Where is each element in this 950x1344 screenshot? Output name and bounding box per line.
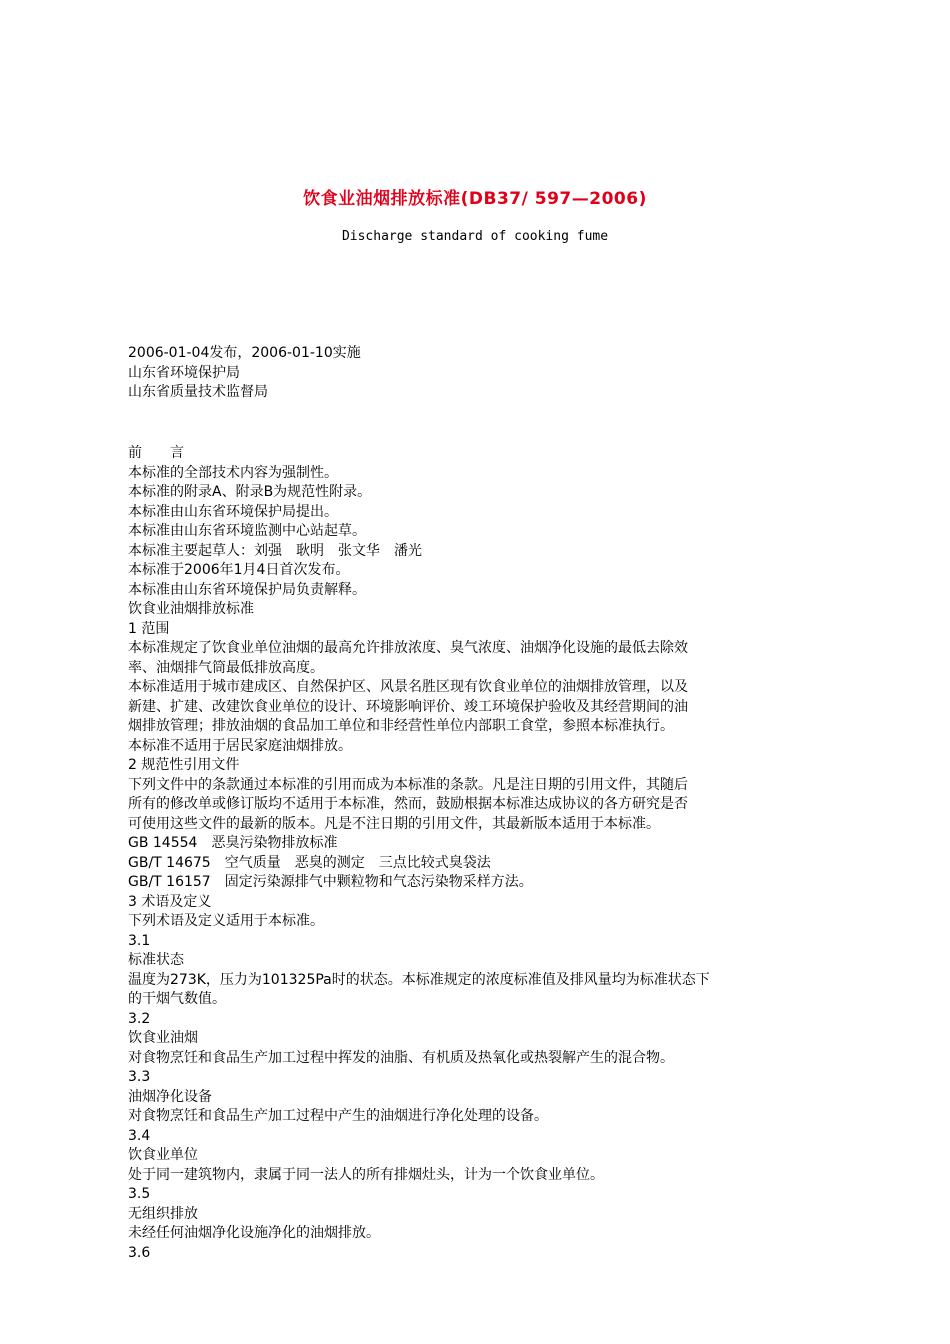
body-line: 无组织排放 — [128, 1205, 198, 1222]
body-line: GB 14554 恶臭污染物排放标准 — [128, 835, 338, 851]
body-line: 油烟净化设备 — [128, 1088, 212, 1105]
body-line: GB/T 14675 空气质量 恶臭的测定 三点比较式臭袋法 — [128, 854, 491, 871]
body-line: 的干烟气数值。 — [128, 991, 226, 1007]
body-line: 率、油烟排气筒最低排放高度。 — [128, 659, 324, 676]
issuer-environment-bureau: 山东省环境保护局 — [128, 364, 240, 381]
body-line: 处于同一建筑物内，隶属于同一法人的所有排烟灶头，计为一个饮食业单位。 — [128, 1166, 604, 1183]
body-line: GB/T 16157 固定污染源排气中颗粒物和气态污染物采样方法。 — [128, 874, 533, 890]
body-line: 3.6 — [128, 1244, 151, 1261]
body-line: 对食物烹饪和食品生产加工过程中产生的油烟进行净化处理的设备。 — [128, 1108, 548, 1124]
publication-info — [128, 344, 808, 403]
body-line: 未经任何油烟净化设施净化的油烟排放。 — [128, 1225, 380, 1241]
document-body — [128, 444, 808, 1263]
body-line: 本标准由山东省环境保护局负责解释。 — [128, 581, 366, 598]
body-line: 对食物烹饪和食品生产加工过程中挥发的油脂、有机质及热氧化或热裂解产生的混合物。 — [128, 1049, 674, 1066]
document-subtitle: Discharge standard of cooking fume — [341, 229, 609, 244]
body-line: 前 言 — [128, 445, 184, 461]
body-line: 3.5 — [128, 1186, 151, 1202]
body-line: 2 规范性引用文件 — [128, 757, 240, 773]
body-line: 3.3 — [128, 1069, 151, 1085]
body-line: 3.1 — [128, 932, 151, 949]
body-line: 标准状态 — [128, 952, 184, 968]
body-line: 本标准主要起草人：刘强 耿明 张文华 潘光 — [128, 542, 422, 559]
body-line: 温度为273K，压力为101325Pa时的状态。本标准规定的浓度标准值及排风量均为标准状态下 — [128, 971, 710, 988]
body-line: 饮食业单位 — [128, 1147, 198, 1163]
body-line: 饮食业油烟排放标准 — [128, 601, 254, 617]
body-line: 3.2 — [128, 1010, 151, 1027]
body-line: 可使用这些文件的最新的版本。凡是不注日期的引用文件，其最新版本适用于本标准。 — [128, 815, 660, 832]
issuer-quality-bureau: 山东省质量技术监督局 — [128, 384, 268, 400]
body-line: 本标准由山东省环境监测中心站起草。 — [128, 523, 366, 539]
body-line: 1 范围 — [128, 620, 170, 637]
body-line: 本标准适用于城市建成区、自然保护区、风景名胜区现有饮食业单位的油烟排放管理，以及 — [128, 679, 688, 695]
body-line: 下列文件中的条款通过本标准的引用而成为本标准的条款。凡是注日期的引用文件，其随后 — [128, 776, 688, 793]
body-line: 下列术语及定义适用于本标准。 — [128, 913, 324, 929]
publish-dates: 2006-01-04发布，2006-01-10实施 — [128, 345, 361, 361]
body-line: 3.4 — [128, 1127, 151, 1144]
body-line: 本标准规定了饮食业单位油烟的最高允许排放浓度、臭气浓度、油烟净化设施的最低去除效 — [128, 640, 688, 656]
document-title: 饮食业油烟排放标准(DB37/ 597—2006) — [303, 189, 647, 209]
body-line: 本标准于2006年1月4日首次发布。 — [128, 562, 350, 578]
body-line: 本标准由山东省环境保护局提出。 — [128, 503, 338, 520]
body-line: 本标准的附录A、附录B为规范性附录。 — [128, 484, 372, 500]
body-line: 所有的修改单或修订版均不适用于本标准，然而，鼓励根据本标准达成协议的各方研究是否 — [128, 796, 688, 812]
body-line: 烟排放管理；排放油烟的食品加工单位和非经营性单位内部职工食堂，参照本标准执行。 — [128, 718, 674, 734]
body-line: 3 术语及定义 — [128, 893, 212, 910]
body-line: 新建、扩建、改建饮食业单位的设计、环境影响评价、竣工环境保护验收及其经营期间的油 — [128, 698, 688, 715]
body-line: 本标准的全部技术内容为强制性。 — [128, 464, 338, 481]
body-line: 本标准不适用于居民家庭油烟排放。 — [128, 737, 352, 754]
body-line: 饮食业油烟 — [128, 1030, 198, 1046]
